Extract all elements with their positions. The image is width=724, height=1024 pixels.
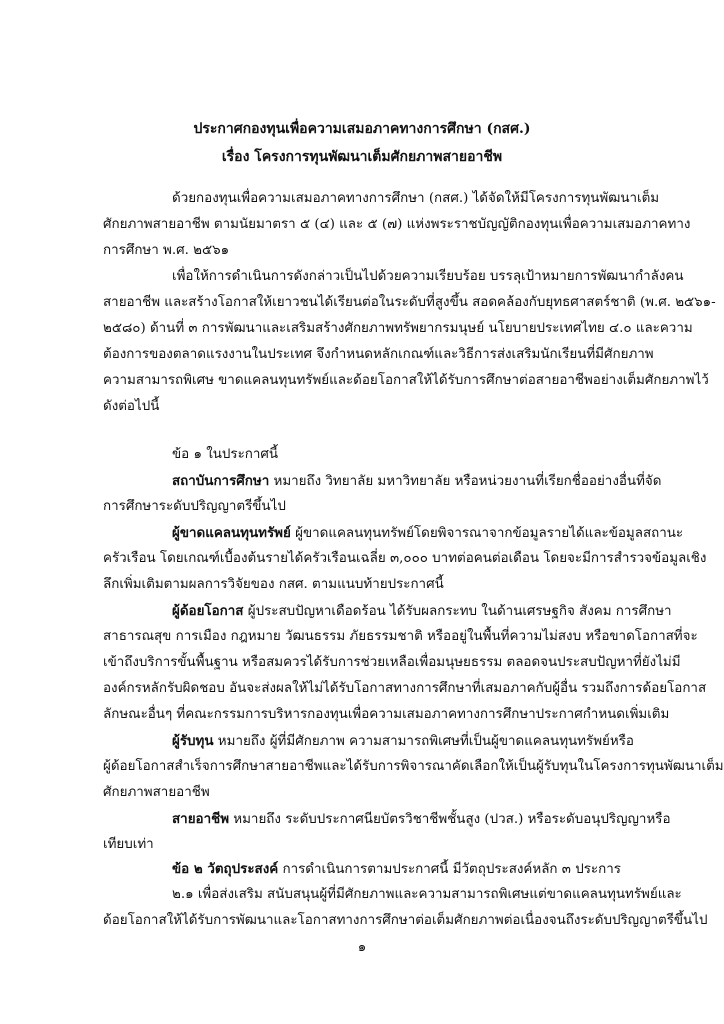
definition-line (172, 470, 662, 493)
definition-line: การศึกษาระดับปริญญาตรีขึ้นไป (103, 499, 286, 514)
document-subject: เรื่อง โครงการทุนพัฒนาเต็มศักยภาพสายอาชีพ (221, 149, 503, 165)
definition-line (172, 808, 671, 831)
paragraph-intro-line: ศักยภาพสายอาชีพ ตามนัยมาตรา ๕ (๔) และ ๕ (๗) แห่งพระราชบัญญัติกองทุนเพื่อความเสมอภาคทาง (103, 217, 691, 232)
clause-2-1-line: ๒.๑ เพื่อส่งเสริม สนับสนุนผู้ที่มีศักยภาพและความสามารถพิเศษแต่ขาดแคลนทุนทรัพย์และ (172, 887, 682, 902)
definition-text: หมายถึง วิทยาลัย มหาวิทยาลัย หรือหน่วยงานที่เรียกชื่ออย่างอื่นที่จัด (269, 474, 662, 489)
paragraph-purpose-line: ๒๕๘๐) ด้านที่ ๓ การพัฒนาและเสริมสร้างศักยภาพทรัพยากรมนุษย์ นโยบายประเทศไทย ๔.๐ และความ (103, 321, 693, 336)
definition-term: สายอาชีพ (172, 811, 230, 827)
definition-line: ลึกเพิ่มเติมตามผลการวิจัยของ กสศ. ตามแนบท้ายประกาศนี้ (103, 577, 444, 592)
definition-text: ผู้ขาดแคลนทุนทรัพย์โดยพิจารณาจากข้อมูลรายได้และข้อมูลสถานะ (290, 526, 684, 541)
clause-2-heading (172, 858, 624, 881)
definition-line: องค์กรหลักรับผิดชอบ อันจะส่งผลให้ไม่ได้รับโอกาสทางการศึกษาที่เสมอภาคกับผู้อื่น รวมถึงการด้อยโอกาส (103, 681, 707, 696)
definition-line: ครัวเรือน โดยเกณฑ์เบื้องต้นรายได้ครัวเรือนเฉลี่ย ๓,๐๐๐ บาทต่อคนต่อเดือน โดยจะมีการสำรวจข้อมูลเชิง (103, 551, 707, 566)
definition-line: ลักษณะอื่นๆ ที่คณะกรรมการบริหารกองทุนเพื่อความเสมอภาคทางการศึกษาประกาศกำหนดเพิ่มเติม (103, 707, 670, 722)
clause-2-text: การดำเนินการตามประกาศนี้ มีวัตถุประสงค์หลัก ๓ ประการ (278, 862, 621, 877)
paragraph-purpose-line: เพื่อให้การดำเนินการดังกล่าวเป็นไปด้วยความเรียบร้อย บรรลุเป้าหมายการพัฒนากำลังคน (172, 269, 684, 284)
definition-text: หมายถึง ผู้ที่มีศักยภาพ ความสามารถพิเศษที่เป็นผู้ขาดแคลนทุนทรัพย์หรือ (213, 734, 634, 749)
definition-text: หมายถึง ระดับประกาศนียบัตรวิชาชีพชั้นสูง (ปวส.) หรือระดับอนุปริญญาหรือ (229, 812, 671, 827)
clause-2-1-line: ด้อยโอกาสให้ได้รับการพัฒนาและโอกาสทางการศึกษาต่อเต็มศักยภาพต่อเนื่องจนถึงระดับปริญญาตรีขึ้นไป (103, 913, 708, 928)
definition-line: เข้าถึงบริการขั้นพื้นฐาน หรือสมควรได้รับการช่วยเหลือเพื่อมนุษยธรรม ตลอดจนประสบปัญหาที่ยังไม่มี (103, 655, 681, 670)
paragraph-intro-line: ด้วยกองทุนเพื่อความเสมอภาคทางการศึกษา (กสศ.) ได้จัดให้มีโครงการทุนพัฒนาเต็ม (172, 191, 660, 206)
definition-line: เทียบเท่า (103, 837, 154, 852)
clause-2-term: ข้อ ๒ วัตถุประสงค์ (172, 861, 279, 877)
page-number: ๑ (357, 940, 367, 955)
definition-line: ผู้ด้อยโอกาสสำเร็จการศึกษาสายอาชีพและได้รับการพิจารณาคัดเลือกให้เป็นผู้รับทุนในโครงการทุนพัฒนาเต็ม (103, 759, 724, 774)
clause-1-heading: ข้อ ๑ ในประกาศนี้ (172, 447, 279, 462)
definition-term: ผู้ด้อยโอกาส (172, 603, 244, 619)
definition-line: ศักยภาพสายอาชีพ (103, 785, 210, 800)
paragraph-intro-line: การศึกษา พ.ศ. ๒๕๖๑ (103, 243, 230, 258)
definition-term: ผู้ขาดแคลนทุนทรัพย์ (172, 525, 291, 541)
paragraph-purpose-line: ต้องการของตลาดแรงงานในประเทศ จึงกำหนดหลักเกณฑ์และวิธีการส่งเสริมนักเรียนที่มีศักยภาพ (103, 347, 654, 362)
definition-term: สถาบันการศึกษา (172, 473, 270, 489)
definition-line (172, 522, 684, 545)
definition-text: ผู้ประสบปัญหาเดือดร้อน ได้รับผลกระทบ ในด้านเศรษฐกิจ สังคม การศึกษา (243, 604, 672, 619)
paragraph-purpose-line: ดังต่อไปนี้ (103, 399, 160, 414)
paragraph-purpose-line: สายอาชีพ และสร้างโอกาสให้เยาวชนได้เรียนต่อในระดับที่สูงขึ้น สอดคล้องกับยุทธศาสตร์ชาติ (พ.ศ. ๒๕๖๑- (103, 295, 716, 310)
definition-line (172, 600, 672, 623)
paragraph-purpose-line: ความสามารถพิเศษ ขาดแคลนทุนทรัพย์และด้อยโอกาสให้ได้รับการศึกษาต่อสายอาชีพอย่างเต็มศักยภาพไว้ (103, 373, 709, 388)
document-title: ประกาศกองทุนเพื่อความเสมอภาคทางการศึกษา (กสศ.) (193, 121, 531, 137)
definition-line (172, 730, 634, 753)
definition-term: ผู้รับทุน (172, 733, 214, 749)
definition-line: สาธารณสุข การเมือง กฎหมาย วัฒนธรรม ภัยธรรมชาติ หรืออยู่ในพื้นที่ความไม่สงบ หรือขาดโอกาสที่จะ (103, 629, 698, 644)
